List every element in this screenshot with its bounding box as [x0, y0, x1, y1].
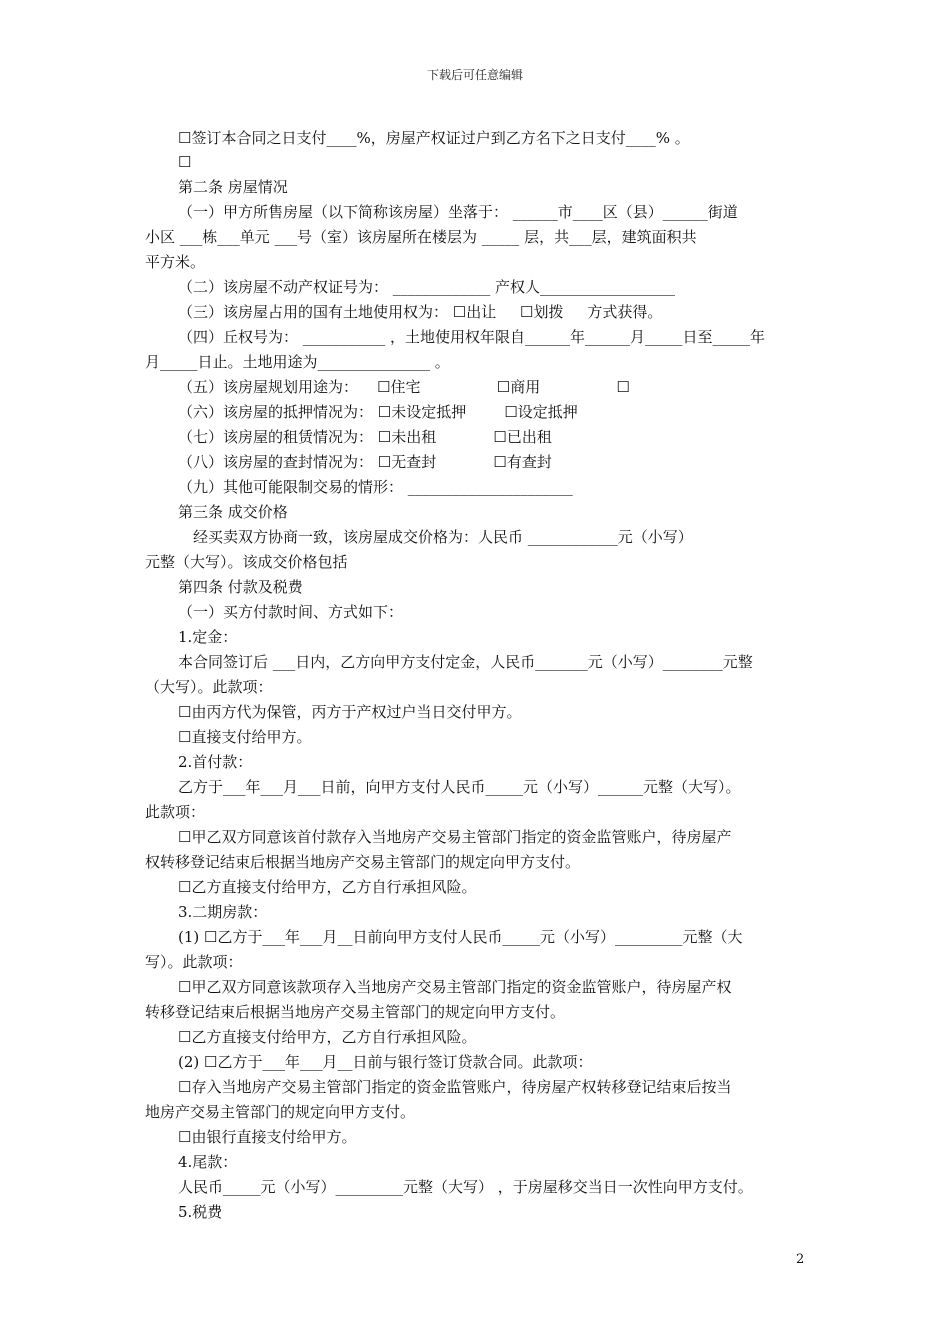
text-line: （三）该房屋占用的国有土地使用权为： ☐出让 ☐划拨 方式获得。 [178, 303, 663, 321]
text-line: 权转移登记结束后根据当地房产交易主管部门的规定向甲方支付。 [145, 853, 581, 871]
section-heading: 第四条 付款及税费 [178, 578, 303, 596]
text-line: ☐ [178, 153, 192, 171]
text-line: (1) ☐乙方于___年___月__日前向甲方支付人民币_____元（小写）_________元整（大 [178, 928, 743, 946]
text-line: 此款项： [145, 803, 206, 821]
text-line: （六）该房屋的抵押情况为： ☐未设定抵押 ☐设定抵押 [178, 403, 578, 421]
text-line: ☐由丙方代为保管，丙方于产权过户当日交付甲方。 [178, 703, 522, 721]
text-line: （五）该房屋规划用途为： ☐住宅 ☐商用 ☐ [178, 378, 630, 396]
text-line: ☐直接支付给甲方。 [178, 728, 312, 746]
text-line: ☐乙方直接支付给甲方，乙方自行承担风险。 [178, 878, 477, 896]
page-number: 2 [796, 1252, 805, 1267]
text-line: （七）该房屋的租赁情况为： ☐未出租 ☐已出租 [178, 428, 552, 446]
section-heading: 第二条 房屋情况 [178, 178, 288, 196]
text-line: 乙方于___年___月___日前，向甲方支付人民币_____元（小写）______元整（大写）。 [178, 778, 741, 796]
text-line: 本合同签订后 ___日内，乙方向甲方支付定金，人民币_______元（小写）________元整 [178, 653, 753, 671]
text-line: 2.首付款： [178, 753, 253, 771]
text-line: 地房产交易主管部门的规定向甲方支付。 [145, 1103, 416, 1121]
text-line: 经买卖双方协商一致，该房屋成交价格为：人民币 ____________元（小写） [193, 528, 693, 546]
text-line: ☐签订本合同之日支付____%，房屋产权证过户到乙方名下之日支付____% 。 [178, 129, 690, 147]
text-line: 5.税费 [178, 1203, 223, 1221]
text-line: ☐乙方直接支付给甲方，乙方自行承担风险。 [178, 1028, 477, 1046]
text-line: （一）买方付款时间、方式如下： [178, 603, 404, 621]
text-line: ☐存入当地房产交易主管部门指定的资金监管账户，待房屋产权转移登记结束后按当 [178, 1078, 732, 1096]
text-line: 小区 ___栋___单元 ___号（室）该房屋所在楼层为 _____ 层，共___层，建筑面积共 [145, 228, 697, 246]
text-line: 3.二期房款： [178, 903, 268, 921]
text-line: （一）甲方所售房屋（以下简称该房屋）坐落于： ______市____区（县）______街道 [178, 203, 738, 221]
text-line: (2) ☐乙方于___年___月__日前与银行签订贷款合同。此款项： [178, 1053, 593, 1071]
text-line: 4.尾款： [178, 1153, 238, 1171]
text-line: ☐甲乙双方同意该款项存入当地房产交易主管部门指定的资金监管账户，待房屋产权 [178, 978, 732, 996]
section-heading: 第三条 成交价格 [178, 503, 288, 521]
text-line: （大写）。此款项： [145, 678, 273, 696]
text-line: 月_____日止。土地用途为_______________ 。 [145, 353, 450, 371]
text-line: 写）。此款项： [145, 953, 243, 971]
text-line: （二）该房屋不动产权证号为： _____________ 产权人__________________ [178, 278, 676, 296]
text-line: 平方米。 [145, 253, 206, 271]
text-line: 元整（大写）。该成交价格包括 [145, 553, 348, 571]
text-line: 转移登记结束后根据当地房产交易主管部门的规定向甲方支付。 [145, 1003, 566, 1021]
text-line: 1.定金： [178, 628, 238, 646]
text-line: ☐甲乙双方同意该首付款存入当地房产交易主管部门指定的资金监管账户，待房屋产 [178, 828, 732, 846]
text-line: 人民币_____元（小写）_________元整（大写） ，于房屋移交当日一次性向甲方支付。 [178, 1178, 753, 1196]
text-line: （八）该房屋的查封情况为： ☐无查封 ☐有查封 [178, 453, 552, 471]
page-header: 下载后可任意编辑 [426, 68, 523, 82]
text-line: ☐由银行直接支付给甲方。 [178, 1128, 357, 1146]
text-line: （四）丘权号为： ___________ ，土地使用权年限自______年______月_____日至_____年 [178, 328, 766, 346]
text-line: （九）其他可能限制交易的情形： ______________________ [178, 478, 573, 496]
